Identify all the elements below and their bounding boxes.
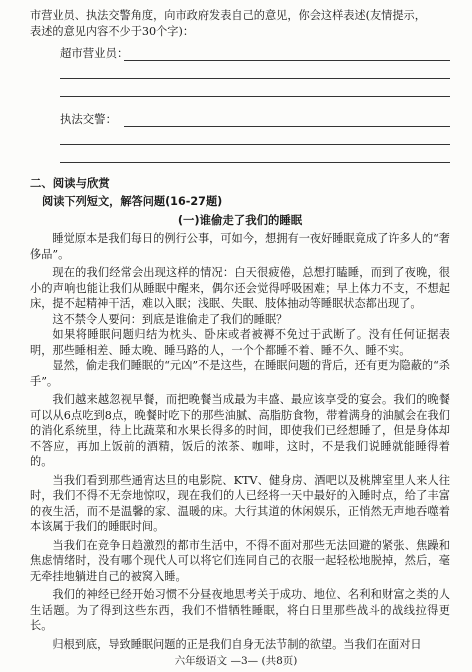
police-answer-line-3[interactable] [60, 145, 450, 163]
story-body [30, 231, 450, 652]
clerk-label: 超市营业员： [60, 46, 129, 60]
story-title: (一)谁偷走了我们的睡眠 [177, 213, 303, 227]
story-paragraph: 现在的我们经常会出现这样的情况：白天很疲倦，总想打瞌睡，而到了夜晚，很小的声响也能让我们从睡眠中醒来，偶尔还会觉得呼吸困难；早上体力不支，不想起床，提不起精神干活，难以入眠；浅眠、失眠、肢体抽动等睡眠状态都出现了。 [30, 266, 450, 310]
clerk-answer-line-3[interactable] [60, 79, 450, 97]
story-paragraph: 我们越来越忽视早餐，而把晚餐当成最为丰盛、最应该享受的宴会。我们的晚餐可以从6点吃到8点，晚餐时吃下的那些油腻、高脂肪食物，带着满身的油腻会在我们的消化系统里，待上比蔬菜和水果长得多的时间，即使我们已经想睡了，但是身体却不答应，再加上饭前的酒精，饭后的浓茶、咖啡，这时，不是我们说睡就能睡得着的。 [30, 393, 450, 468]
story-paragraph: 这不禁令人要问：到底是谁偷走了我们的睡眠？ [52, 312, 288, 326]
police-label: 执法交警： [60, 112, 117, 126]
clerk-answer-row [60, 39, 450, 61]
story-paragraph: 当我们在竞争日趋激烈的都市生活中，不得不面对那些无法回避的紧张、焦躁和焦虑情绪时，没有哪个现代人可以将它们连同自己的衣服一起轻松地脱掉，然后，毫无牵挂地躺进自己的被窝入睡。 [30, 538, 450, 583]
page-footer: 六年级语文 —3— (共8页) [174, 655, 298, 667]
police-answer-row [60, 105, 450, 127]
story-paragraph: 当我们看到那些通宵达旦的电影院、KTV、健身房、酒吧以及桃牌室里人来人往时，我们不得不无奈地惊叹，现在我们的人已经将一天中最好的入睡时点，给了丰富的夜生活，而不是温馨的家、温暖的床。大行其道的休闲娱乐，正悄然无声地吞噬着本该属于我们的睡眠时间。 [30, 473, 450, 533]
prompt-line-2: 表述的意见内容不少于30个字)： [30, 24, 195, 38]
story-paragraph: 如果将睡眠问题归结为枕头、卧床或者被褥不免过于武断了。没有任何证据表明，那些睡相差、睡太晚、睡马路的人，一个个都睡不着、睡不久、睡不实。 [30, 328, 450, 357]
reading-instruction: 阅读下列短文，解答问题(16-27题) [42, 195, 223, 208]
prompt-line-1: 市营业员、执法交警角度，向市政府发表自己的意见，你会这样表述(友情提示， [30, 9, 426, 22]
story-paragraph: 归根到底，导致睡眠问题的正是我们自身无法节制的欲望。当我们在面对日 [52, 637, 422, 651]
story-paragraph: 睡觉原本是我们每日的例行公事，可如今，想拥有一夜好睡眠竟成了许多人的“奢侈品”。 [30, 232, 450, 261]
story-paragraph: 显然，偷走我们睡眠的“元凶”不是这些，在睡眠问题的背后，还有更为隐蔽的“杀手”。 [30, 359, 450, 388]
clerk-answer-line-2[interactable] [60, 61, 450, 79]
police-answer-line-1[interactable] [124, 112, 450, 127]
section-heading: 二、阅读与欣赏 [30, 176, 110, 190]
clerk-answer-line-1[interactable] [124, 46, 450, 61]
story-paragraph: 我们的神经已经开始习惯不分昼夜地思考关于成功、地位、名利和财富之类的人生话题。为了得到这些东西，我们不惜牺牲睡眠，将白日里那些战斗的战线拉得更长。 [30, 588, 450, 632]
police-answer-line-2[interactable] [60, 127, 450, 145]
